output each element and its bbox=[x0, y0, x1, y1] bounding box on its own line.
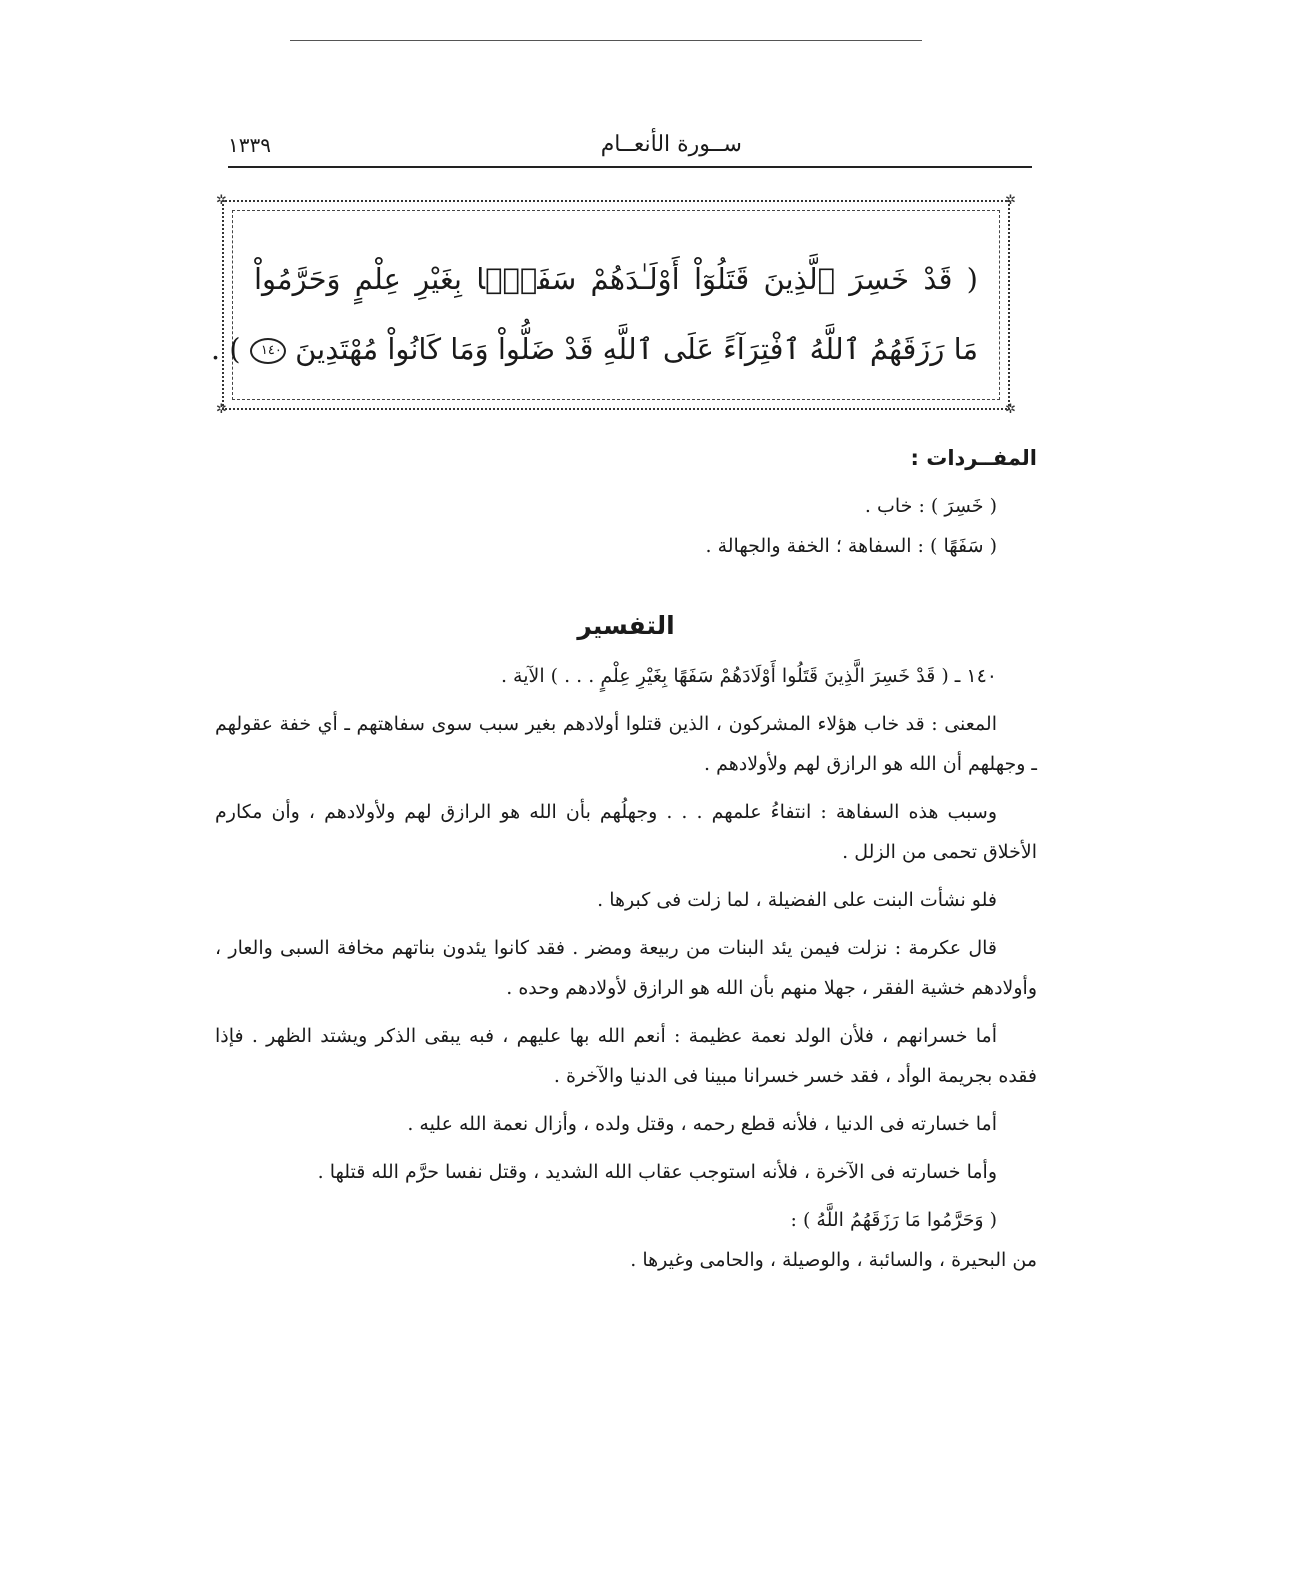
verse-frame bbox=[210, 193, 1016, 417]
verse-line-1: ( قَدْ خَسِرَ ٱلَّذِينَ قَتَلُوٓاْ أَوْلَـٰدَهُمْ سَفَهَۢا بِغَيْرِ عِلْمٍ وَحَرَّمُواْ bbox=[254, 262, 978, 296]
tafsir-paragraph: فلو نشأت البنت على الفضيلة ، لما زلت فى كبرها . bbox=[597, 889, 997, 911]
corner-ornament-icon: ✲ bbox=[216, 193, 227, 208]
tafsir-paragraph: وأما خسارته فى الآخرة ، فلأنه استوجب عقاب الله الشديد ، وقتل نفسا حرَّم الله قتلها . bbox=[317, 1161, 997, 1183]
page-number: ١٣٣٩ bbox=[228, 133, 271, 157]
tafsir-paragraph: أما خسارته فى الدنيا ، فلأنه قطع رحمه ، وقتل ولده ، وأزال نعمة الله عليه . bbox=[407, 1113, 997, 1135]
surah-title: ســورة الأنعــام bbox=[600, 132, 742, 157]
tafsir-paragraph: من البحيرة ، والسائبة ، والوصيلة ، والحامى وغيرها . bbox=[630, 1249, 1037, 1271]
vocabulary-heading: المفــردات : bbox=[910, 446, 1037, 470]
verse-line-2 bbox=[210, 314, 978, 384]
tafsir-paragraph: المعنى : قد خاب هؤلاء المشركون ، الذين قتلوا أولادهم بغير سبب سوى سفاهتهم ـ أي خفة عقولهم ـ وجهلهم أن الله هو الرازق لهم ولأولادهم . bbox=[215, 713, 1037, 775]
verse-line-2-text: مَا رَزَقَهُمُ ٱللَّهُ ٱفْتِرَآءً عَلَى ٱللَّهِ قَدْ ضَلُّواْ وَمَا كَانُواْ مُهْتَدِينَ bbox=[295, 332, 978, 366]
page-header bbox=[228, 130, 1032, 168]
tafsir-paragraph: وسبب هذه السفاهة : انتفاءُ علمهم . . . وجهلُهم بأن الله هو الرازق لهم ولأولادهم ، وأن مكارم الأخلاق تحمى من الزلل . bbox=[215, 801, 1037, 863]
page-content bbox=[215, 438, 1037, 1288]
corner-ornament-icon: ✲ bbox=[1005, 402, 1016, 417]
tafsir-heading: التفسير bbox=[577, 611, 675, 640]
quran-verse bbox=[210, 244, 978, 384]
corner-ornament-icon: ✲ bbox=[216, 402, 227, 417]
ayah-number-marker: ١٤٠ bbox=[250, 338, 286, 364]
tafsir-paragraph: قال عكرمة : نزلت فيمن يئد البنات من ربيعة ومضر . فقد كانوا يئدون بناتهم مخافة السبى والعار ، وأولادهم خشية الفقر ، جهلا منهم بأن الله هو الرازق لأولادهم وحده . bbox=[215, 937, 1037, 999]
tafsir-verse-quote: ( وَحَرَّمُوا مَا رَزَقَهُمُ اللَّهُ ) : bbox=[790, 1209, 997, 1231]
tafsir-paragraph: أما خسرانهم ، فلأن الولد نعمة عظيمة : أنعم الله بها عليهم ، فبه يبقى الذكر ويشتد الظهر . فإذا فقده بجريمة الوأد ، فقد خسر خسرانا مبينا فى الدنيا والآخرة . bbox=[215, 1025, 1037, 1087]
tafsir-paragraph: ١٤٠ ـ ( قَدْ خَسِرَ الَّذِينَ قَتَلُوا أَوْلَادَهُمْ سَفَهًا بِغَيْرِ عِلْمٍ . . . ) الآية . bbox=[500, 665, 997, 687]
corner-ornament-icon: ✲ bbox=[1005, 193, 1016, 208]
verse-closing: ) . bbox=[210, 332, 241, 366]
vocabulary-item: ( خَسِرَ ) : خاب . bbox=[864, 495, 997, 517]
top-rule bbox=[290, 40, 922, 41]
vocabulary-item: ( سَفَهًا ) : السفاهة ؛ الخفة والجهالة . bbox=[705, 535, 997, 557]
